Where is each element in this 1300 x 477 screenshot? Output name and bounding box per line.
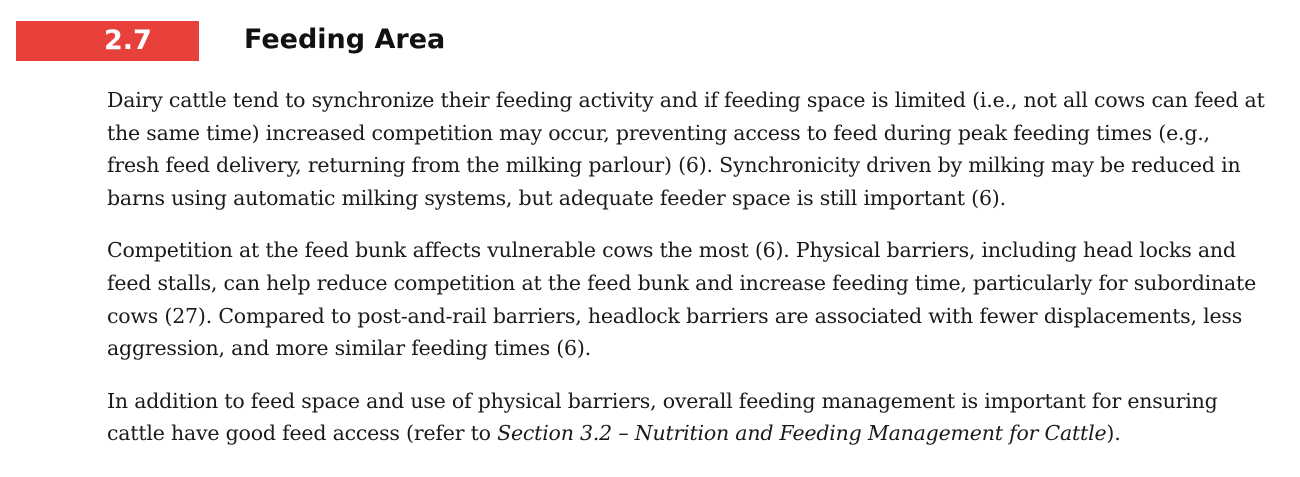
paragraph-feed-bunk-competition: Competition at the feed bunk affects vulnerable cows the most (6). Physical barriers, including head locks and feed stalls, can help reduce competition at the feed bunk and increase feeding time, particularly for subordinate cows (27). Compared to post-and-rail barriers, headlock barriers are associated with fewer displacements, less aggression, and more similar feeding times (6). xyxy=(107,238,1257,361)
paragraph-synchronized-feeding: Dairy cattle tend to synchronize their feeding activity and if feeding space is limited (i.e., not all cows can feed at the same time) increased competition may occur, preventing access to feed during peak feeding times (e.g., fresh feed delivery, returning from the milking parlour) (6). Synchronicity driven by milking may be reduced in barns using automatic milking systems, but adequate feeder space is still important (6). xyxy=(107,88,1265,210)
section-title: Feeding Area xyxy=(244,24,446,55)
paragraph-text-after: ). xyxy=(1106,421,1121,446)
section-header xyxy=(0,0,1300,80)
section-cross-reference: Section 3.2 – Nutrition and Feeding Management for Cattle xyxy=(497,421,1107,446)
section-body xyxy=(107,84,1267,470)
section-number: 2.7 xyxy=(104,25,152,56)
paragraph-feeding-management xyxy=(107,385,1267,450)
paragraph-text-before: In addition to feed space and use of physical barriers, overall feeding management is important for ensuring cattle have good feed access (refer to xyxy=(107,388,1218,446)
